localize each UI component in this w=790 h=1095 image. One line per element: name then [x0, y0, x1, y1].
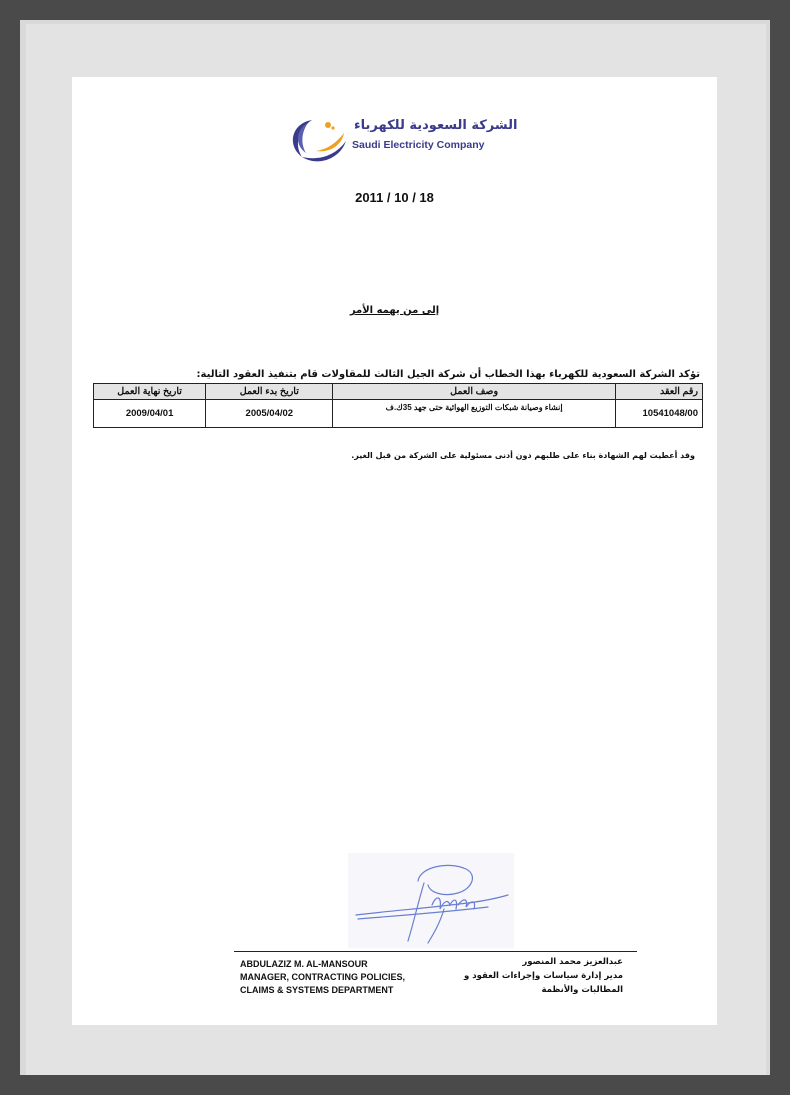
cell-description: إنشاء وصيانة شبكات التوزيع الهوائية حتى جهد 35ك.ف: [333, 400, 615, 428]
signatory-arabic: [464, 955, 623, 997]
company-name-english: Saudi Electricity Company: [352, 139, 485, 151]
company-logo-icon: [284, 115, 354, 165]
header-end-date: تاريخ نهاية العمل: [94, 384, 206, 400]
signatory-title-en-2: CLAIMS & SYSTEMS DEPARTMENT: [240, 985, 394, 995]
contracts-table: [93, 383, 703, 428]
addressee-heading: إلى من يهمه الأمر: [349, 305, 440, 316]
table-row: [94, 400, 703, 428]
header-contract-no: رقم العقد: [615, 384, 702, 400]
company-logo: [284, 115, 518, 165]
handwritten-signature: [348, 853, 514, 948]
letter-page: [72, 77, 717, 1025]
signatory-title-ar-2: المطالبات والأنظمة: [541, 985, 623, 995]
signatory-name-ar: عبدالعزيز محمد المنصور: [522, 957, 623, 967]
signatory-english: [240, 958, 405, 997]
company-name-arabic: الشركة السعودية للكهرباء: [354, 118, 518, 133]
cell-start-date: 2005/04/02: [206, 400, 333, 428]
letter-date: 2011 / 10 / 18: [355, 190, 434, 205]
header-start-date: تاريخ بدء العمل: [206, 384, 333, 400]
signatory-title-ar-1: مدير إدارة سياسات وإجراءات العقود و: [464, 971, 623, 981]
intro-paragraph: تؤكد الشركة السعودية للكهرباء بهذا الخطاب أن شركة الجيل الثالث للمقاولات قام بتنفيذ العقود التالية:: [196, 369, 700, 380]
cell-contract-no: 10541048/00: [615, 400, 702, 428]
disclaimer-note: وقد أعطيت لهم الشهادة بناء على طلبهم دون أدنى مسئولية على الشركة من قبل الغير.: [351, 451, 695, 460]
signature-line: [234, 951, 637, 952]
header-description: وصف العمل: [333, 384, 615, 400]
signature-area: [348, 853, 514, 948]
signatory-title-en-1: MANAGER, CONTRACTING POLICIES,: [240, 972, 406, 982]
cell-end-date: 2009/04/01: [94, 400, 206, 428]
table-header-row: [94, 384, 703, 400]
signatory-name-en: ABDULAZIZ M. AL-MANSOUR: [240, 959, 368, 969]
